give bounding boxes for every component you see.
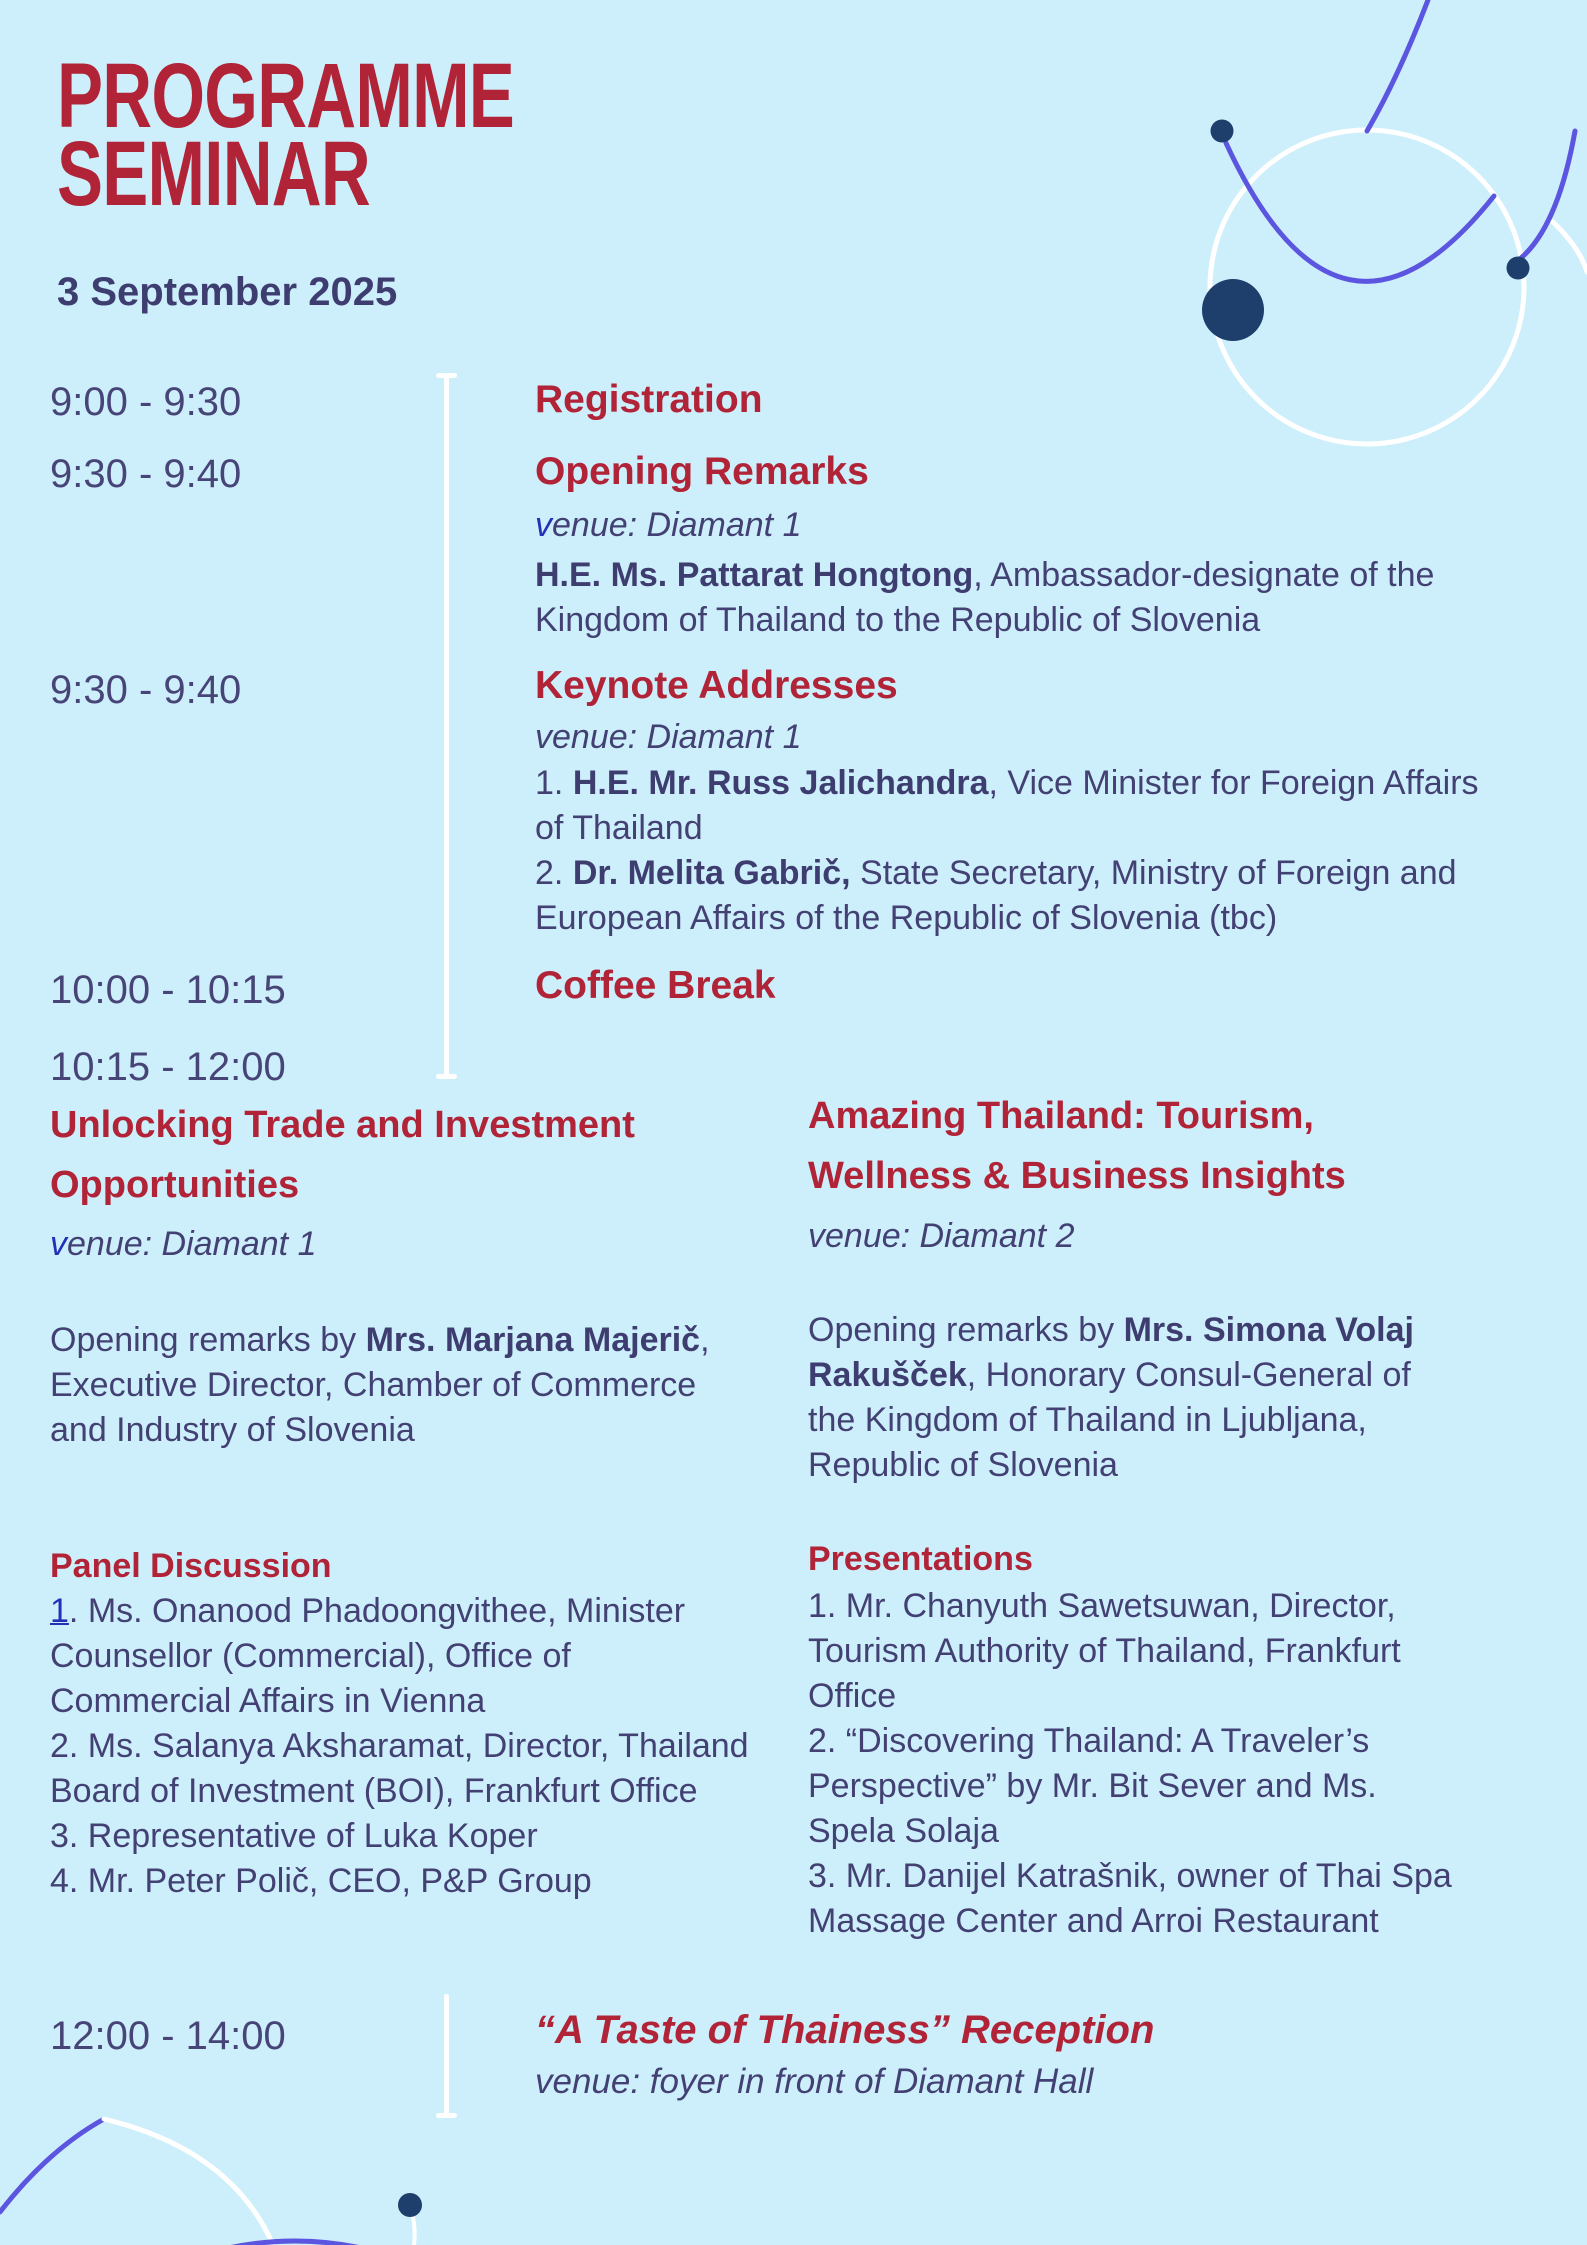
tourism-opening-remarks (808, 1308, 1453, 1488)
panel-speaker-list (50, 1589, 760, 1904)
session-title-coffee-break: Coffee Break (535, 964, 776, 1007)
venue-text: enue: Diamant 1 (67, 1225, 317, 1263)
venue-first-letter: v (50, 1225, 67, 1263)
time-registration: 9:00 - 9:30 (50, 380, 242, 424)
opening-prefix: Opening remarks by (50, 1321, 366, 1359)
opening-prefix: Opening remarks by (808, 1311, 1124, 1349)
page-title-line1: PROGRAMME (57, 45, 515, 147)
panel-speaker-4: 4. Mr. Peter Polič, CEO, P&P Group (50, 1862, 592, 1900)
speaker-role: , Executive Director, Chamber of Commerce and Industry of Slovenia (50, 1321, 710, 1449)
session-title-trade-line1: Unlocking Trade and Investment (50, 1104, 635, 1146)
speaker-name: Mrs. Simona Volaj Rakušček (808, 1311, 1414, 1394)
keynote-speaker-1 (535, 761, 1485, 851)
timeline-divider-reception (444, 1994, 449, 2118)
event-date: 3 September 2025 (57, 270, 398, 314)
presentation-2: 2. “Discovering Thailand: A Traveler’s Perspective” by Mr. Bit Sever and Ms. Spela Solaja (808, 1722, 1377, 1850)
panel-speaker-3: 3. Representative of Luka Koper (50, 1817, 538, 1855)
speaker-text: . Ms. Onanood Phadoongvithee, Minister Counsellor (Commercial), Office of Commercial Affairs in Vienna (50, 1592, 686, 1720)
session-title-registration: Registration (535, 378, 763, 421)
session-title-trade (50, 1095, 635, 1215)
timeline-divider-cap (436, 373, 457, 378)
venue-keynote: venue: Diamant 1 (535, 718, 802, 756)
time-opening-remarks: 9:30 - 9:40 (50, 452, 242, 496)
speaker-name: Mrs. Marjana Majerič (365, 1321, 701, 1359)
speaker-role: , Honorary Consul-General of the Kingdom of Thailand in Ljubljana, Republic of Slovenia (808, 1356, 1411, 1484)
timeline-divider-cap (436, 2113, 457, 2118)
venue-trade (50, 1225, 317, 1264)
speaker-opening-remarks (535, 553, 1435, 643)
venue-reception: venue: foyer in front of Diamant Hall (535, 2062, 1094, 2101)
venue-tourism: venue: Diamant 2 (808, 1217, 1075, 1255)
session-title-tourism (808, 1086, 1346, 1206)
page-title (57, 45, 515, 225)
venue-text: enue: Diamant 1 (552, 506, 802, 544)
timeline-divider-cap (436, 1074, 457, 1079)
page-title-line2: SEMINAR (57, 123, 370, 225)
time-coffee-break: 10:00 - 10:15 (50, 968, 286, 1012)
session-title-tourism-line1: Amazing Thailand: Tourism, (808, 1095, 1314, 1137)
presentations-heading: Presentations (808, 1540, 1033, 1578)
keynote-speaker-2 (535, 851, 1485, 941)
list-number: 1. (535, 764, 573, 802)
session-title-trade-line2: Opportunities (50, 1164, 300, 1206)
speaker-name: H.E. Mr. Russ Jalichandra (572, 764, 989, 802)
list-number: 2. (535, 854, 573, 892)
timeline-divider (444, 373, 449, 1079)
keynote-speaker-list (535, 761, 1485, 941)
time-keynote: 9:30 - 9:40 (50, 668, 242, 712)
time-reception: 12:00 - 14:00 (50, 2014, 286, 2058)
speaker-role: , Vice Minister for Foreign Affairs of Thailand (535, 764, 1479, 847)
speaker-name: H.E. Ms. Pattarat Hongtong (535, 556, 974, 594)
list-number-link[interactable]: 1 (50, 1592, 69, 1630)
presentation-list (808, 1584, 1453, 1944)
trade-opening-remarks (50, 1318, 760, 1453)
venue-first-letter: v (535, 506, 552, 544)
speaker-role: , Ambassador-designate of the Kingdom of Thailand to the Republic of Slovenia (535, 556, 1435, 639)
speaker-name: Dr. Melita Gabrič, (572, 854, 851, 892)
panel-discussion-heading: Panel Discussion (50, 1547, 332, 1585)
time-parallel-sessions: 10:15 - 12:00 (50, 1045, 286, 1089)
session-title-opening-remarks: Opening Remarks (535, 450, 869, 493)
presentation-1: 1. Mr. Chanyuth Sawetsuwan, Director, Tourism Authority of Thailand, Frankfurt Office (808, 1587, 1401, 1715)
venue-opening-remarks (535, 506, 802, 545)
speaker-role: State Secretary, Ministry of Foreign and European Affairs of the Republic of Slovenia (tbc) (535, 854, 1457, 937)
session-title-reception: “A Taste of Thainess” Reception (535, 2008, 1155, 2052)
session-title-tourism-line2: Wellness & Business Insights (808, 1155, 1346, 1197)
presentation-3: 3. Mr. Danijel Katrašnik, owner of Thai Spa Massage Center and Arroi Restaurant (808, 1857, 1452, 1940)
panel-speaker-1 (50, 1589, 760, 1724)
panel-speaker-2: 2. Ms. Salanya Aksharamat, Director, Thailand Board of Investment (BOI), Frankfurt Office (50, 1727, 749, 1810)
session-title-keynote: Keynote Addresses (535, 664, 898, 707)
